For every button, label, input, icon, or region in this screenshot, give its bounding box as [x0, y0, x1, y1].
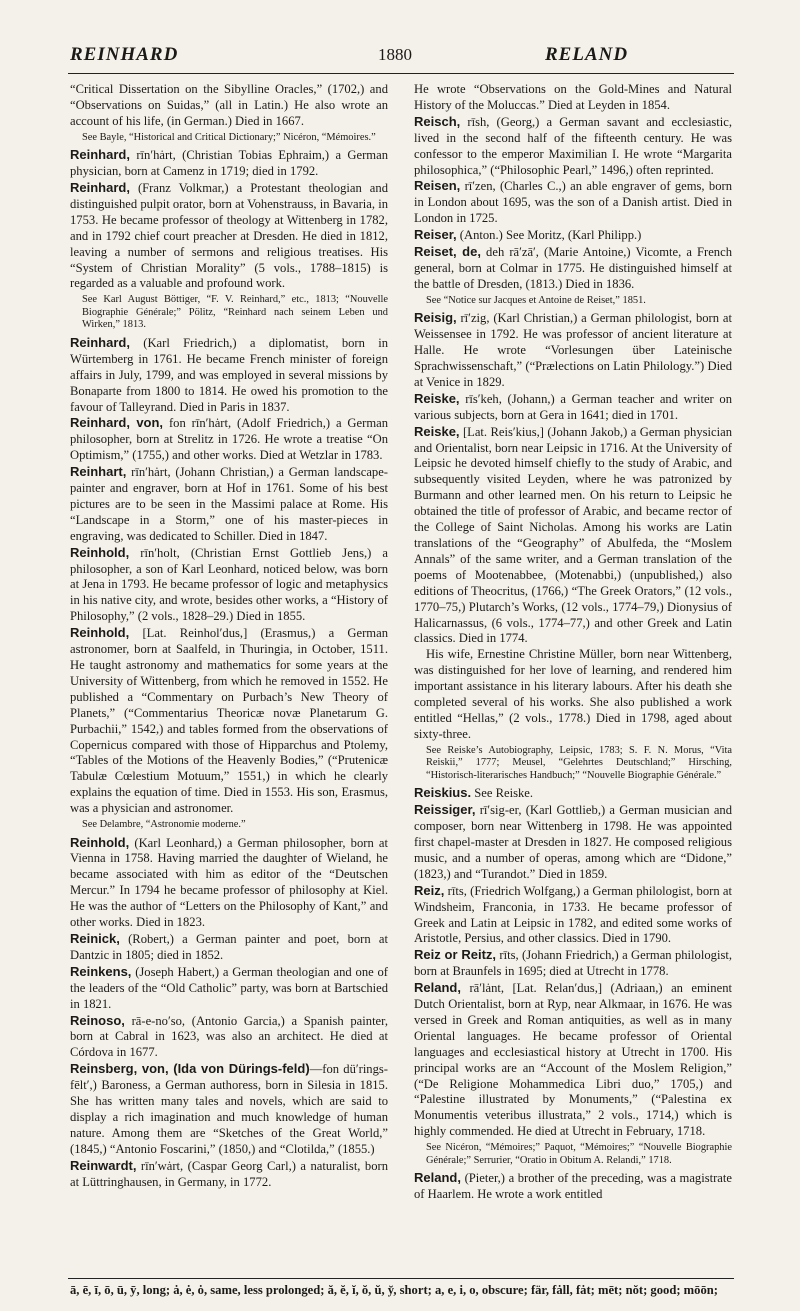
entry-text: (Robert,) a German painter and poet, born at Dantzic in 1805; died in 1852.: [70, 932, 388, 962]
reference-note: See Nicéron, “Mémoires;” Paquot, “Mémoires;” “Nouvelle Biographie Générale;” Serrurier, “Oratio in Obitum A. Relandi,” 1718.: [426, 1142, 732, 1166]
entry-headword: Reiske,: [414, 390, 460, 406]
dictionary-entry: [70, 1061, 388, 1157]
entry-headword: Reinhart,: [70, 464, 127, 480]
dictionary-entry: [414, 883, 732, 948]
dictionary-entry: [70, 545, 388, 626]
dictionary-entry: [414, 802, 732, 883]
dictionary-entry: [414, 785, 732, 802]
dictionary-entry: [70, 1013, 388, 1062]
entry-headword: Reinhard,: [70, 180, 130, 196]
entry-headword: Reinick,: [70, 931, 120, 946]
dictionary-entry: [70, 1158, 388, 1191]
reference-note: See “Notice sur Jacques et Antoine de Reiset,” 1851.: [426, 294, 646, 306]
entry-headword: Reiset, de,: [414, 244, 481, 260]
dictionary-entry: [414, 391, 732, 424]
running-head-right: RELAND: [545, 44, 629, 65]
entry-headword: Reiz,: [414, 882, 445, 898]
dictionary-entry: [70, 415, 388, 464]
reference-note: See Delambre, “Astronomie moderne.”: [82, 819, 246, 831]
dictionary-entry: [70, 964, 388, 1013]
dictionary-entry: [70, 625, 388, 817]
entry-text: rī′sig-er, (Karl Gottlieb,) a German musician and composer, born near Wittenberg in 1798. He was appointed first chapel-master at Dresden in 1827. He composed religious music, and a number of operas, among which are “Didone,” (1823,) and “Turandot.” Died in 1859.: [414, 803, 732, 881]
entry-continuation: He wrote “Observations on the Gold-Mines and Natural History of the Moluccas.” Died at Leyden in 1854.: [414, 82, 732, 112]
footer-rule: [68, 1278, 734, 1279]
dictionary-entry: [414, 1170, 732, 1203]
dictionary-entry: [414, 114, 732, 179]
entry-text: [Lat. Reinhol′dus,] (Erasmus,) a German astronomer, born at Saalfeld, in Thuringia, in October, 1511. He taught astronomy and mathematics for some years at the University of Wittenberg, from which he removed in 1552. He published a “Commentary on Purbach’s New Theory of Planets,” (“Commentarius Theoricæ novæ Planetarum G. Purbachii,” 1542,) and tables formed from the observations of Copernicus compared with those of Hipparchus and Ptolemy, “Tables of the Motions of the Heavenly Bodies,” (“Prutenicæ Tabulæ Cœlestium Motuum,” 1551,) in which he clearly explains the equation of time. Died in 1553. His son, Erasmus, was a physician and astronomer.: [70, 626, 388, 816]
dictionary-entry: [70, 835, 388, 931]
page-number: 1880: [378, 45, 412, 64]
entry-headword: Reinhold,: [70, 834, 130, 850]
entry-text: rī′zen, (Charles C.,) an able engraver of gems, born in London about 1695, was the son of a Danish artist. Died in London in 1725.: [414, 179, 732, 226]
entry-headword: Reland,: [414, 980, 461, 996]
entry-text: rā-e-no′so, (Antonio Garcia,) a Spanish painter, born at Cabral in 1623, was also an architect. He died at Córdova in 1677.: [70, 1013, 388, 1060]
entry-text: (Pieter,) a brother of the preceding, was a magistrate of Haarlem. He wrote a work entitled: [414, 1171, 732, 1202]
entry-headword: Reiske,: [414, 423, 460, 439]
entry-headword: Reinhard,: [70, 334, 130, 350]
entry-text: (Joseph Habert,) a German theologian and one of the leaders of the “Old Catholic” party, was born at Bartschied in 1821.: [70, 964, 388, 1011]
dictionary-entry: [414, 980, 732, 1140]
dictionary-entry: [414, 947, 732, 980]
entry-text: rīn′wȧrt, (Caspar Georg Carl,) a naturalist, born at Lüttringhausen, in Germany, in 1772.: [70, 1158, 388, 1189]
dictionary-entry: [70, 180, 388, 292]
entry-text: rīts, (Johann Friedrich,) a German philologist, born at Braunfels in 1695; died at Utrecht in 1778.: [414, 948, 732, 979]
entry-text: rīn′hȧrt, (Christian Tobias Ephraim,) a German physician, born at Camenz in 1719; died in 1792.: [70, 148, 388, 179]
dictionary-entry: [414, 310, 732, 391]
entry-text: (Anton.) See Moritz, (Karl Philipp.): [456, 228, 642, 243]
entry-text: rī′zig, (Karl Christian,) a German philologist, born at Weissensee in 1792. He was professor of ancient literature at Halle. He wrote “Vorlesungen über Lateinische Sprachwissenschaft,” (“Prælections on Latin Philology.”) Died at Venice in 1829.: [414, 311, 732, 389]
entry-text: rīsh, (Georg,) a German savant and ecclesiastic, lived in the second half of the fifteenth century. He was confessor to the emperor Maximilian I. He wrote “Margarita philosophica,” (“Philosophic Pearl,” 1496,) often reprinted.: [414, 114, 732, 177]
dictionary-entry: [414, 244, 732, 293]
entry-continuation: “Critical Dissertation on the Sibylline Oracles,” (1702,) and “Observations on Suidas,” (all in Latin.) He also wrote an account of his life, (in German.) Died in 1667.: [70, 82, 388, 128]
entry-headword: Reinoso,: [70, 1012, 125, 1028]
entry-headword: Reland,: [414, 1170, 461, 1186]
entry-text: —fon dü′rings-fēlt′,) Baroness, a German authoress, born in Silesia in 1815. She has written many tales and novels, which are said to display a rich imagination and much knowledge of human nature. Among them are “Sketches of the Great World,” (1845,) “Antonio Foscarini,” (1850,) and “Clotilda,” (1855.): [70, 1062, 389, 1156]
entry-headword: Reisig,: [414, 310, 457, 326]
running-head-left: REINHARD: [70, 44, 179, 65]
dictionary-entry: [70, 147, 388, 180]
entry-text: See Reiske.: [471, 786, 533, 801]
left-column: [70, 82, 388, 1191]
dictionary-entry: [70, 931, 388, 964]
pronunciation-key: ā, ē, ī, ō, ū, ȳ, long; ȧ, ė, ȯ, same, less prolonged; ă, ĕ, ĭ, ŏ, ŭ, y̆, short; a, e, i, o, obscure; fär, fȧll, fȧt; mēt; nŏt; good; mōōn;: [70, 1283, 718, 1297]
entry-text: (Karl Friedrich,) a diplomatist, born in Würtemberg in 1761. He became French minister of foreign affairs in July, 1799, and was employed in several missions by Bonaparte from 1800 to 1814. He owed his promotion to the favour of Talleyrand. Died in Paris in 1837.: [70, 335, 388, 414]
dictionary-entry: [414, 227, 732, 244]
dictionary-entry: [414, 424, 732, 648]
entry-text: rā′lȧnt, [Lat. Relan′dus,] (Adriaan,) an eminent Dutch Orientalist, born at Ryp, near Alkmaar, in 1676. He was versed in Greek and Roman antiquities, as well as in many Oriental languages. He became professor of Oriental languages and ecclesiastical history at Utrecht in 1700. His principal works are an “Account of the Moslem Religion,” (“De Religione Mohammedica Libri duo,” 1705,) and “Palestine illustrated by Monuments,” (“Palestina ex Monumentis veteribus illustrata,” 2 vols., 1714,) which is highly commended. He died at Utrecht in February, 1718.: [414, 981, 732, 1139]
entry-headword: Reinhold,: [70, 625, 130, 641]
entry-continuation: His wife, Ernestine Christine Müller, born near Wittenberg, was distinguished for her love of learning, and rendered him important assistance in his literary labours. After his death she completed several of his works. She also published a work entitled “Hellas,” (2 vols., 1778.) Died in 1798, aged about sixty-three.: [414, 647, 732, 741]
entry-headword: Reinhard, von,: [70, 415, 164, 431]
entry-headword: Reisen,: [414, 178, 461, 194]
header-rule: [68, 73, 734, 74]
dictionary-entry: [70, 464, 388, 545]
page-header: [0, 0, 800, 74]
entry-headword: Reisch,: [414, 113, 461, 129]
entry-headword: Reiser,: [414, 227, 457, 243]
reference-note: See Reiske’s Autobiography, Leipsic, 1783; S. F. N. Morus, “Vita Reiskii,” 1777; Meusel, “Gelehrtes Deutschland;” Hirsching, “Historisch-literarisches Handbuch;” “Nouvelle Biographie Générale.”: [426, 744, 732, 781]
entry-headword: Reinwardt,: [70, 1157, 137, 1173]
entry-text: [Lat. Reis′kius,] (Johann Jakob,) a German physician and Orientalist, born near Leipsic in 1716. At the University of Leipsic he devoted himself chiefly to the study of Arabic, and subsequently visited Leyden, where he was patronized by Burmann and other learned men. On his return to Leipsic he obtained the title of professor of Arabic, and became rector of the College of Saint Nicholas. Among his works are Latin translations of the “Geography” of Abulfeda, the “Moslem Annals” of the same writer, and a German translation of the poems of Mootenabbee, (Motenabbi,) (unpublished,) also editions of Theocritus, (1766,) “The Greek Orators,” (12 vols., 1770–75,) Plutarch’s Works, (12 vols., 1774–79,) Dionysius of Halicarnassus, (6 vols., 1774–77,) and other Greek and Latin classics. Died in 1774.: [414, 424, 732, 646]
right-column: [414, 82, 732, 1203]
entry-headword: Reiskius.: [414, 785, 472, 801]
entry-text: deh rā′zā′, (Marie Antoine,) Vicomte, a French general, born at Colmar in 1775. He distinguished himself at the battle of Dresden, (1813.) Died in 1836.: [414, 245, 732, 291]
reference-note: See Bayle, “Historical and Critical Dictionary;” Nicéron, “Mémoires.”: [82, 131, 376, 143]
entry-text: rīn′hȧrt, (Johann Christian,) a German landscape-painter and engraver, born at Hof in 1761. Some of his best pictures are to be seen in the Massimi palace at Rome. His “Landscape in a Storm,” one of his master-pieces in engraving, was dedicated to Schiller. Died in 1847.: [70, 465, 388, 543]
entry-text: (Karl Leonhard,) a German philosopher, born at Vienna in 1758. Having married the daughter of Wieland, he became associated with him as editor of the “Deutschen Mercur.” In 1794 he became professor of philosophy at Kiel. He was the author of “Letters on the Philosophy of Kant,” and other works. Died in 1823.: [70, 835, 388, 930]
dictionary-entry: [70, 335, 388, 416]
entry-text: (Franz Volkmar,) a Protestant theologian and distinguished pulpit orator, born at Vohenstrauss, in Bavaria, in 1753. He became professor of theology at Wittenberg in 1782, and in 1792 chief court preacher at Dresden. He died in 1812, leaving a number of sermons and religious treatises. His “System of Christian Morality” (5 vols., 1788–1815) is regarded as a valuable and profound work.: [70, 181, 388, 291]
entry-text: fon rīn′hȧrt, (Adolf Friedrich,) a German philosopher, born at Strelitz in 1726. He wrote a treatise “On Optimism,” (1755,) and other works. Died at Wetzlar in 1783.: [70, 416, 388, 463]
entry-text: rīs′keh, (Johann,) a German teacher and writer on various subjects, born at Gera in 1641; died in 1701.: [414, 391, 732, 422]
dictionary-entry: [414, 178, 732, 227]
entry-text: rīts, (Friedrich Wolfgang,) a German philologist, born at Windsheim, Franconia, in 1733. He became professor of Greek and Latin at Leipsic in 1782, and edited some works of Aristotle, Persius, and other classics. Died in 1790.: [414, 883, 732, 946]
entry-headword: Reissiger,: [414, 802, 476, 818]
entry-text: rīn′holt, (Christian Ernst Gottlieb Jens,) a philosopher, a son of Karl Leonhard, noticed below, was born at Jena in 1793. He became professor of logic and metaphysics in his native city, and wrote, besides other works, a “History of Philosophy,” (2 vols., 1828–29.) Died in 1855.: [70, 545, 388, 624]
reference-note: See Karl August Böttiger, “F. V. Reinhard,” etc., 1813; “Nouvelle Biographie Générale;” Pölitz, “Reinhard nach seinem Leben und Wirken,” 1813.: [82, 294, 388, 331]
entry-headword: Reinkens,: [70, 963, 132, 979]
entry-headword: Reinhard,: [70, 147, 130, 163]
entry-headword: Reiz or Reitz,: [414, 947, 497, 963]
entry-headword: Reinhold,: [70, 544, 130, 560]
entry-headword: Reinsberg, von, (Ida von Dürings-feld): [70, 1061, 310, 1077]
